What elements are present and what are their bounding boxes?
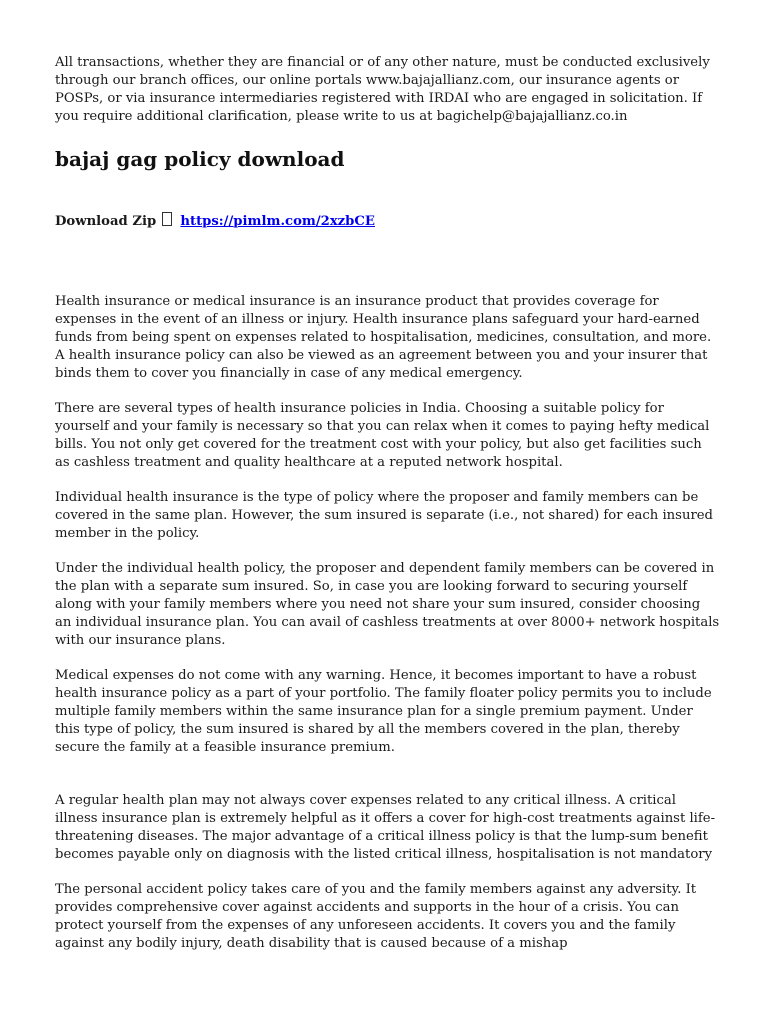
- paragraph-health-insurance: Health insurance or medical insurance is an insurance product that provides coverage for expenses in the event of an illness or injury. Health insurance plans safeguard your hard-earned funds from being spent on expenses related to hospitalisation, medicines, consultation, and more. A health insurance policy can also be viewed as an agreement between you and your insurer that binds them to cover you financially in case of any medical emergency.: [55, 294, 712, 381]
- paragraph-family-floater: Medical expenses do not come with any warning. Hence, it becomes important to have a robust health insurance policy as a part of your portfolio. The family floater policy permits you to include multiple family members within the same insurance plan for a single premium payment. Under this type of policy, the sum insured is shared by all the members covered in the plan, thereby secure the family at a feasible insurance premium.: [55, 668, 712, 755]
- paragraph-critical-illness: A regular health plan may not always cover expenses related to any critical illness. A critical illness insurance plan is extremely helpful as it offers a cover for high-cost treatments against life-threatening diseases. The major advantage of a critical illness policy is that the lump-sum benefit becomes payable only on diagnosis with the listed critical illness, hospitalisation is not mandatory: [55, 793, 716, 862]
- intro-paragraph: All transactions, whether they are financial or of any other nature, must be conducted exclusively through our branch offices, our online portals www.bajajallianz.com, our insurance agents or POSPs, or via insurance intermediaries registered with IRDAI who are engaged in solicitation. If you require additional clarification, please write to us at bagichelp@bajajallianz.co.in: [55, 55, 710, 124]
- paragraph-types: There are several types of health insurance policies in India. Choosing a suitable policy for yourself and your family is necessary so that you can relax when it comes to paying hefty medical bills. You not only get covered for the treatment cost with your policy, but also get facilities such as cashless treatment and quality healthcare at a reputed network hospital.: [55, 401, 710, 470]
- download-line: [55, 212, 720, 231]
- document-page: [55, 54, 720, 953]
- arrow-icon: [162, 212, 172, 226]
- download-label: Download Zip: [55, 214, 157, 229]
- download-link[interactable]: https://pimlm.com/2xzbCE: [180, 214, 375, 229]
- page-title: bajaj gag policy download: [55, 147, 345, 171]
- paragraph-individual-policy: Under the individual health policy, the proposer and dependent family members can be covered in the plan with a separate sum insured. So, in case you are looking forward to securing yourself along with your family members where you need not share your sum insured, consider choosing an individual insurance plan. You can avail of cashless treatments at over 8000+ network hospitals with our insurance plans.: [55, 561, 720, 648]
- paragraph-individual: Individual health insurance is the type of policy where the proposer and family members can be covered in the same plan. However, the sum insured is separate (i.e., not shared) for each insured member in the policy.: [55, 490, 713, 541]
- paragraph-personal-accident: The personal accident policy takes care of you and the family members against any adversity. It provides comprehensive cover against accidents and supports in the hour of a crisis. You can protect yourself from the expenses of any unforeseen accidents. It covers you and the family against any bodily injury, death disability that is caused because of a mishap: [55, 882, 697, 951]
